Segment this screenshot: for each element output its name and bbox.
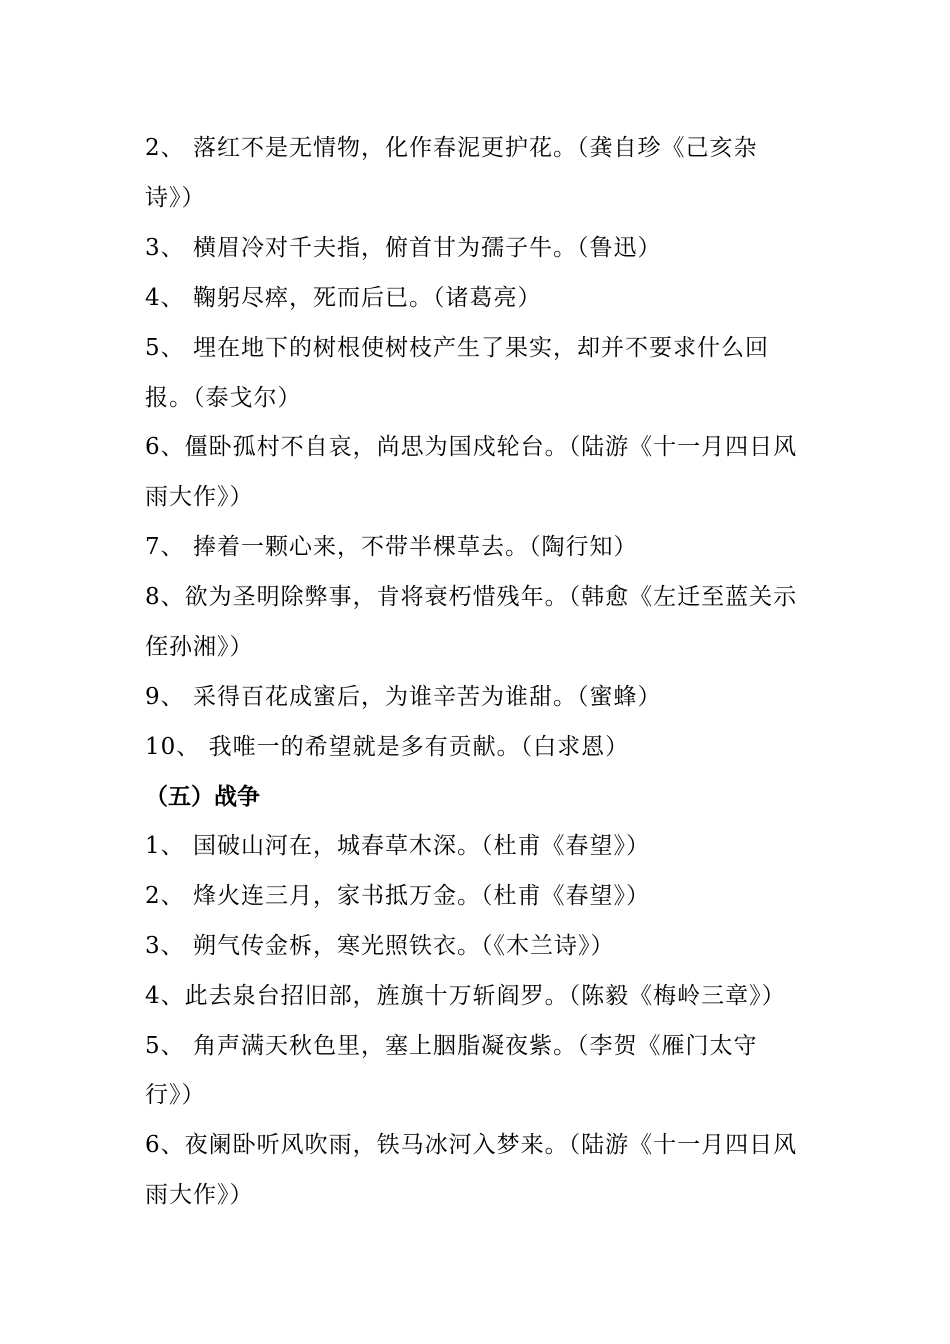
text-line: 3、 横眉冷对千夫指，俯首甘为孺子牛。（鲁迅） [145, 235, 662, 261]
text-line: 10、 我唯一的希望就是多有贡献。（白求恩） [145, 734, 630, 760]
text-line: 报。（泰戈尔） [145, 385, 302, 411]
text-line: 7、 捧着一颗心来，不带半棵草去。（陶行知） [145, 534, 638, 560]
text-line: 5、 埋在地下的树根使树枝产生了果实，却并不要求什么回 [145, 335, 769, 361]
text-line: 行》） [145, 1082, 206, 1108]
text-line: 6、夜阑卧听风吹雨，铁马冰河入梦来。（陆游《十一月四日风 [145, 1132, 798, 1158]
text-line: 3、 朔气传金柝，寒光照铁衣。（《木兰诗》） [145, 933, 615, 959]
text-line: 雨大作》） [145, 1182, 254, 1208]
text-line: 诗》） [145, 185, 206, 211]
text-line: 9、 采得百花成蜜后，为谁辛苦为谁甜。（蜜蜂） [145, 684, 662, 710]
text-line: 2、 落红不是无情物，化作春泥更护花。（龚自珍《己亥杂 [145, 135, 758, 161]
text-line: 6、僵卧孤村不自哀，尚思为国戍轮台。（陆游《十一月四日风 [145, 434, 798, 460]
text-line: 1、 国破山河在，城春草木深。（杜甫《春望》） [145, 833, 650, 859]
text-line: 5、 角声满天秋色里，塞上胭脂凝夜紫。（李贺《雁门太守 [145, 1033, 758, 1059]
text-line: 8、欲为圣明除弊事，肯将衰朽惜残年。（韩愈《左迁至蓝关示 [145, 584, 798, 610]
text-line: 4、 鞠躬尽瘁，死而后已。（诸葛亮） [145, 285, 542, 311]
text-line: 2、 烽火连三月，家书抵万金。（杜甫《春望》） [145, 883, 650, 909]
text-line: 4、此去泉台招旧部，旌旗十万斩阎罗。（陈毅《梅岭三章》） [145, 983, 786, 1009]
text-line: 侄孙湘》） [145, 634, 254, 660]
text-line: 雨大作》） [145, 484, 254, 510]
section-heading: （五）战争 [145, 784, 260, 810]
